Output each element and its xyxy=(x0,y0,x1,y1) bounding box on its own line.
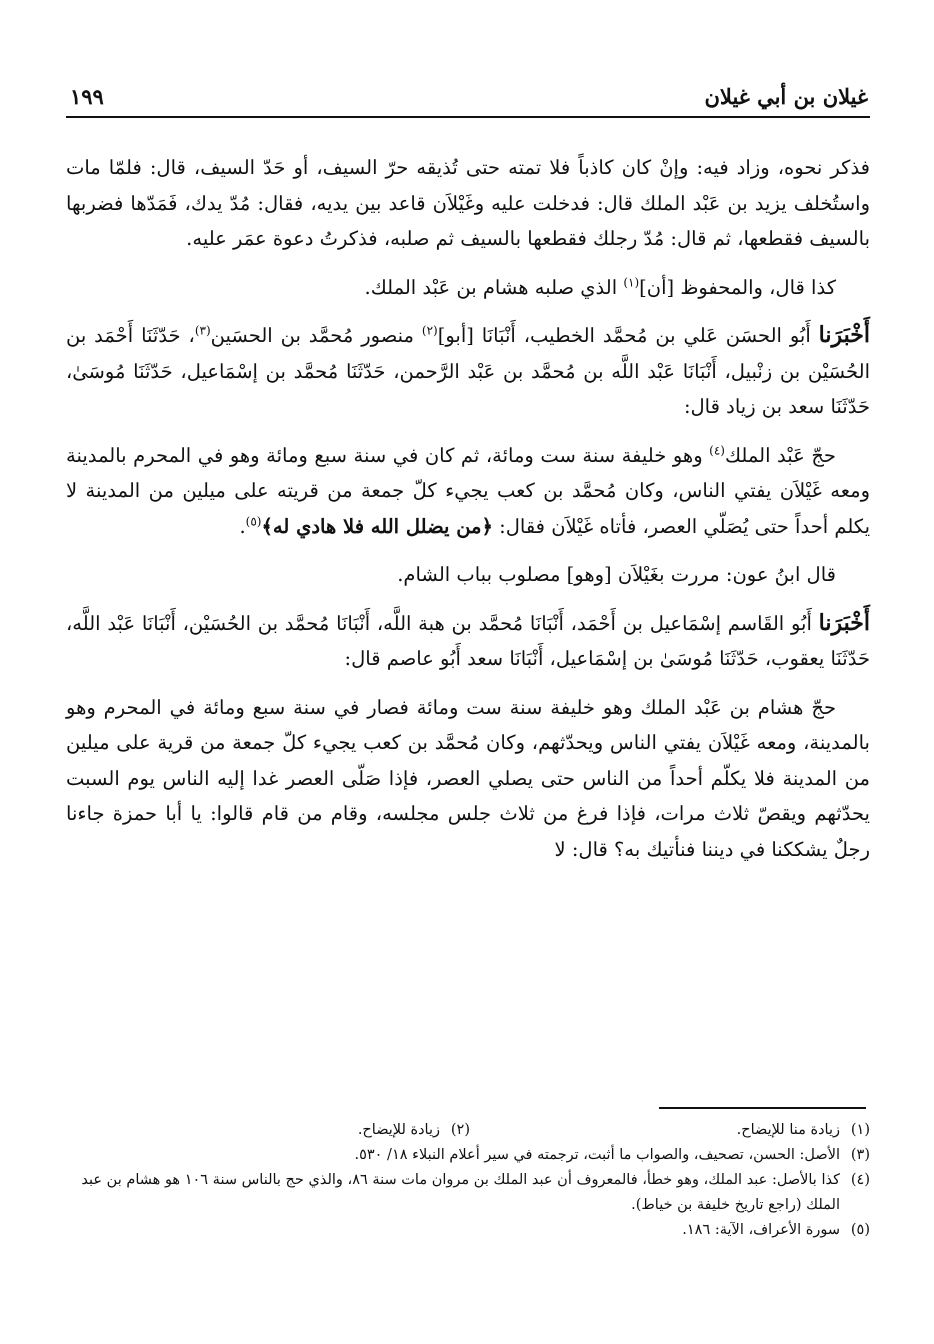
footnote-ref[interactable]: (١) xyxy=(623,275,640,289)
footnote-ref[interactable]: (٥) xyxy=(245,514,262,528)
paragraph-3 xyxy=(66,318,870,425)
paragraph-text: ، حَدّثَنَا أَحْمَد بن الحُسَيْن بن زنْبيل، أَنْبَانَا عَبْد اللَّه بن مُحمَّد بن عَبْد الرَّحمن، حَدّثَنَا مُحمَّد بن إسْمَاعيل، حَدّثَنَا مُوسَىٰ، حَدّثَنَا سعد بن زياد قال: xyxy=(66,324,870,418)
paragraph-text: حجّ عَبْد الملك xyxy=(724,443,836,467)
footnotes xyxy=(66,1118,870,1243)
paragraph-text: الذي صلبه هشام بن عَبْد الملك. xyxy=(364,275,624,299)
footnote-number: (٤) xyxy=(850,1172,870,1188)
paragraph-4 xyxy=(66,438,870,545)
footnote-4 xyxy=(66,1168,870,1218)
footnote-text: الأصل: الحسن، تصحيف، والصواب ما أثبت، ترجمته في سير أعلام النبلاء ١٨/ ٥٣٠. xyxy=(354,1147,840,1163)
footnote-number: (٢) xyxy=(450,1122,470,1138)
footnote-separator xyxy=(659,1107,866,1109)
paragraph-text: أَبُو القَاسم إسْمَاعيل بن أَحْمَد، أَنْبَانَا مُحمَّد بن هبة اللَّه، أَنْبَانَا مُحمَّد بن الحُسَيْن، أَنْبَانَا عَبْد اللَّه، حَدّثَنَا يعقوب، حَدّثَنَا مُوسَىٰ بن إسْمَاعيل، أَنْبَانَا سعد أَبُو عاصم قال: xyxy=(66,611,870,670)
page-header xyxy=(66,72,870,118)
isnad-lead-word: أَخْبَرَنا xyxy=(818,322,870,348)
footnote-3 xyxy=(66,1143,870,1168)
paragraph-7 xyxy=(66,690,870,868)
footnote-ref[interactable]: (٢) xyxy=(421,323,438,338)
running-title: غيلان بن أبي غيلان xyxy=(704,84,868,109)
footnote-text: زيادة منا للإيضاح. xyxy=(736,1122,840,1138)
page-number: ١٩٩ xyxy=(70,84,104,109)
footnote-number: (٣) xyxy=(850,1147,870,1163)
quran-verse: ﴿من يضلل الله فلا هادي له﴾ xyxy=(261,514,493,538)
footnote-text: كذا بالأصل: عبد الملك، وهو خطأ، فالمعروف أن عبد الملك بن مروان مات سنة ٨٦، والذي حج بالناس سنة ١٠٦ هو هشام بن عبد الملك (راجع تاريخ خليفة بن خياط). xyxy=(81,1172,840,1213)
footnote-number: (١) xyxy=(850,1122,870,1138)
paragraph-1 xyxy=(66,150,870,257)
paragraph-6 xyxy=(66,606,870,677)
footnote-text: سورة الأعراف، الآية: ١٨٦. xyxy=(682,1222,840,1238)
paragraph-text: وهو خليفة سنة ست ومائة، ثم كان في سنة سبع ومائة وهو في المحرم بالمدينة ومعه غَيْلاَن يفتي الناس، وكان مُحمَّد بن كعب يجيء كلّ جمعة من قريته على ميلين من المدينة لا يكلم أحداً حتى يُصَلّي العصر، فأتاه غَيْلاَن فقال: xyxy=(66,443,870,538)
paragraph-2 xyxy=(66,270,870,306)
footnote-1 xyxy=(470,1118,870,1143)
paragraph-text: فذكر نحوه، وزاد فيه: وإنْ كان كاذباً فلا تمته حتى تُذيقه حرّ السيف، أو حَدّ السيف، قال: فلمّا مات واستُخلف يزيد بن عَبْد الملك قال: فدخلت عليه وغَيْلاَن قاعد بين يديه، فقال: مُدّ يدك، فَمَدّها فضربها بالسيف فقطعها، ثم قال: مُدّ رجلك فقطعها بالسيف ثم صلبه، فذكرتُ دعوة عمَر عليه. xyxy=(66,156,870,250)
footnote-text: زيادة للإيضاح. xyxy=(357,1122,440,1138)
footnote-2 xyxy=(70,1118,470,1143)
paragraph-text: أَبُو الحسَن عَلي بن مُحمَّد الخطيب، أَنْبَانَا [أبو] xyxy=(437,324,819,347)
paragraph-text: قال ابنُ عون: مررت بغَيْلاَن [وهو] مصلوب بباب الشام. xyxy=(397,563,836,586)
isnad-lead-word: أَخْبَرَنا xyxy=(818,609,870,636)
main-text xyxy=(66,150,870,880)
paragraph-text: منصور مُحمَّد بن الحسَين xyxy=(210,324,422,347)
footnote-number: (٥) xyxy=(850,1222,870,1238)
footnote-5 xyxy=(66,1218,870,1243)
footnote-ref[interactable]: (٤) xyxy=(709,443,725,457)
paragraph-text: . xyxy=(239,514,246,538)
paragraph-text: حجّ هشام بن عَبْد الملك وهو خليفة سنة ست ومائة فصار في سنة سبع ومائة في المحرم وهو بالمدينة، ومعه غَيْلاَن يفتي الناس ويحدّثهم، وكان مُحمَّد بن كعب يجيء كلّ جمعة من قرية على ميلين من المدينة فلا يكلّم أحداً من الناس حتى يصلي العصر، فإذا صَلّى العصر غدا إليه الناس يوم السبت يحدّثهم ويقصّ ثلاث مرات، فإذا فرغ من ثلاث جلس مجلسه، وقام من قام قالوا: يا أبا حمزة جاءنا رجلٌ يشككنا في ديننا فنأتيك به؟ قال: لا xyxy=(66,695,870,861)
footnote-row xyxy=(66,1118,870,1143)
footnote-ref[interactable]: (٣) xyxy=(194,323,211,338)
paragraph-5 xyxy=(66,557,870,593)
paragraph-text: كذا قال، والمحفوظ [أن] xyxy=(639,275,836,299)
